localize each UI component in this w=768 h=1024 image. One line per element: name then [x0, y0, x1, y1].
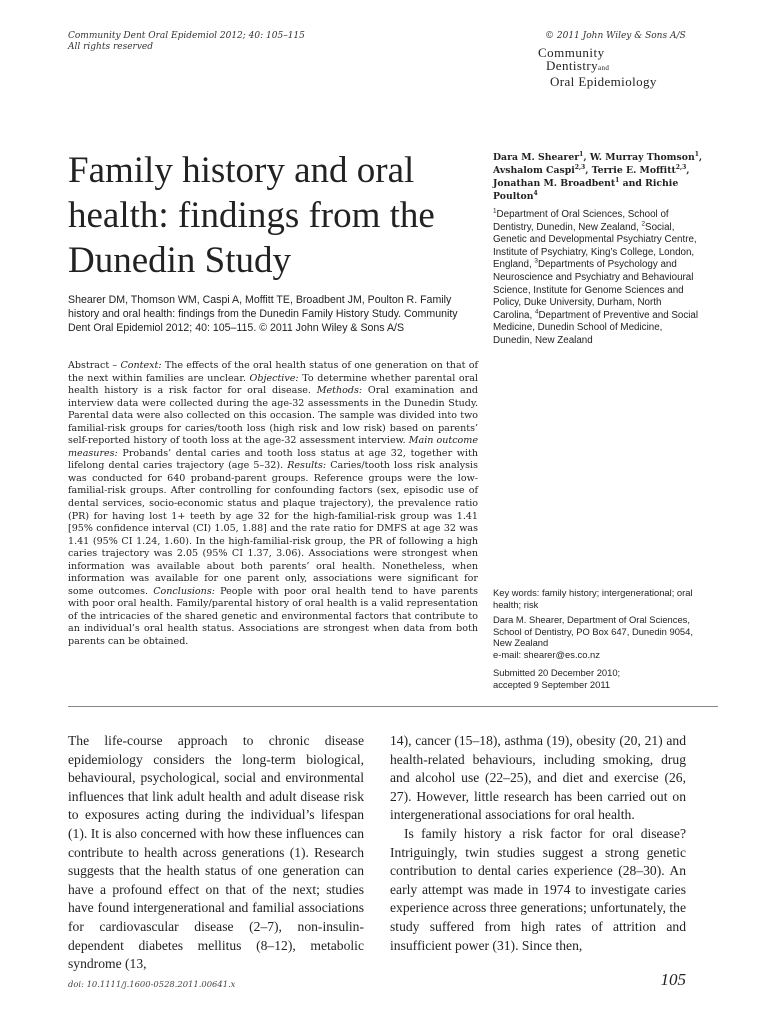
submission-dates — [493, 667, 703, 690]
body-column-right — [390, 732, 686, 955]
abstract-objective-label: Objective: — [249, 372, 299, 384]
keywords: Key words: family history; intergenerational; oral health; risk — [493, 587, 693, 610]
logo-line-1: Community — [538, 45, 605, 60]
journal-logo — [538, 46, 718, 88]
article-title: Family history and oral health: findings from the Dunedin Study — [68, 150, 435, 281]
rights-line: All rights reserved — [68, 42, 153, 52]
correspondence — [493, 614, 703, 660]
body-paragraph: 14), cancer (15–18), asthma (19), obesity (20, 21) and health-related behaviours, including smoking, drug and alcohol use (22–25), and diet and exercise (26, 27). However, little research has been carried out on intergenerational associations for oral health. — [390, 733, 686, 823]
doi: doi: 10.1111/j.1600-0528.2011.00641.x — [68, 979, 236, 989]
accepted-date: accepted 9 September 2011 — [493, 678, 611, 690]
body-paragraph: The life-course approach to chronic disease epidemiology considers the long-term biological, behavioural, psychological, social and environmental influences that link adult health and adult disease risk to exposures acting during the individual’s lifespan (1). It is also concerned with how these influences can contribute to health across generations (1). Research suggests that the health status of one generation can have a profound effect on that of the next; studies have found intergenerational and familial associations for cardiovascular disease (2–7), non-insulin-dependent diabetes mellitus (8–12), metabolic syndrome (13, — [68, 733, 364, 972]
page-number: 105 — [660, 970, 686, 989]
author-list: Dara M. Shearer$^1$, W. Murray Thomson$^1$, Avshalom Caspi$^{2,3}$, Terrie E. Moffitt$^{2,3}$, Jonathan M. Broadbent$^1$ and Richie Poulton$^4$ — [493, 150, 703, 202]
abstract-outcome-label: Main outcome measures: — [68, 435, 479, 459]
abstract-context-label: Context: — [120, 360, 162, 371]
section-divider — [68, 706, 718, 707]
journal-header — [68, 31, 305, 53]
body-paragraph: Is family history a risk factor for oral disease? Intriguingly, twin studies suggest a strong genetic contribution to dental caries experience (28–30). An early attempt was made in 1974 to investigate caries experience across three generations; unfortunately, the study suffered from high rates of attrition and insufficient power (31). Since then, — [390, 825, 686, 953]
logo-line-2: Dentistryand — [546, 58, 610, 73]
submitted-date: Submitted 20 December 2010; — [493, 667, 621, 678]
abstract-methods-label: Methods: — [316, 385, 363, 397]
body-column-left — [68, 732, 364, 974]
affiliations: $^1$Department of Oral Sciences, School of Dentistry, Dunedin, New Zealand, $^2$Social, Genetic and Developmental Psychiatry Centre, Institute of Psychiatry, King’s College, London, England, $^3$Departments of Psychology and Neuroscience and Psychiatry and Behavioural Science, Institute for Genome Sciences and Policy, Duke University, Durham, North Carolina, $^4$Department of Preventive and Social Medicine, Dunedin School of Medicine, Dunedin, New Zealand — [493, 207, 699, 346]
abstract-results-label: Results: — [287, 460, 327, 472]
abstract-conclusions-label: Conclusions: — [153, 585, 215, 597]
copyright-line: © 2011 John Wiley & Sons A/S — [545, 31, 686, 41]
abstract-lead: Abstract – — [68, 360, 121, 371]
correspondence-email: e-mail: shearer@es.co.nz — [493, 648, 600, 660]
article-citation: Shearer DM, Thomson WM, Caspi A, Moffitt TE, Broadbent JM, Poulton R. Family history and oral health: findings from the Dunedin Family History Study. Community Dent Oral Epidemiol 2012; 40: 105–115. © 2011 John Wiley & Sons A/S — [68, 294, 458, 335]
abstract: Abstract – Context: The effects of the oral health status of one generation on that of the next within families are unclear. Objective: To determine whether parental oral health history is a risk factor for oral disease. Methods: Oral examination and interview data were collected during the age-32 assessments in the Dunedin Study. Parental data were also collected on this occasion. The sample was divided into two familial-risk groups for caries/tooth loss (high risk and low risk) based on parents’ self-reported history of tooth loss at the age-32 assessment interview. Main outcome measures: Probands’ dental caries and tooth loss status at age 32, together with lifelong dental caries trajectory (age 5–32). Results: Caries/tooth loss risk analysis was conducted for 640 proband-parent groups. Reference groups were the low-familial-risk groups. After controlling for confounding factors (sex, episodic use of dental services, socio-economic status and plaque trajectory), the prevalence ratio (PR) for having lost 1+ teeth by age 32 for the high-familial-risk group was 1.41 [95% confidence interval (CI) 1.05, 1.88] and the rate ratio for DMFS at age 32 was 1.41 (95% CI 1.24, 1.60). In the high-familial-risk group, the PR of following a high caries trajectory was 2.05 (95% CI 1.37, 3.06). Associations were strongest when information was available about both parents’ oral health. Nonetheless, when information was available for one parent only, associations were significant for some outcomes. Conclusions: People with poor oral health tend to have parents with poor oral health. Family/parental history of oral health is a valid representation of the intricacies of the shared genetic and environmental factors that contribute to an individual’s oral health status. Associations are strongest when data from both parents can be obtained. — [68, 360, 479, 648]
correspondence-address: Dara M. Shearer, Department of Oral Sciences, School of Dentistry, PO Box 647, Dunedin 9054, New Zealand — [493, 614, 693, 649]
logo-line-3: Oral Epidemiology — [550, 74, 657, 89]
journal-citation-line: Community Dent Oral Epidemiol 2012; 40: 105–115 — [68, 31, 305, 41]
